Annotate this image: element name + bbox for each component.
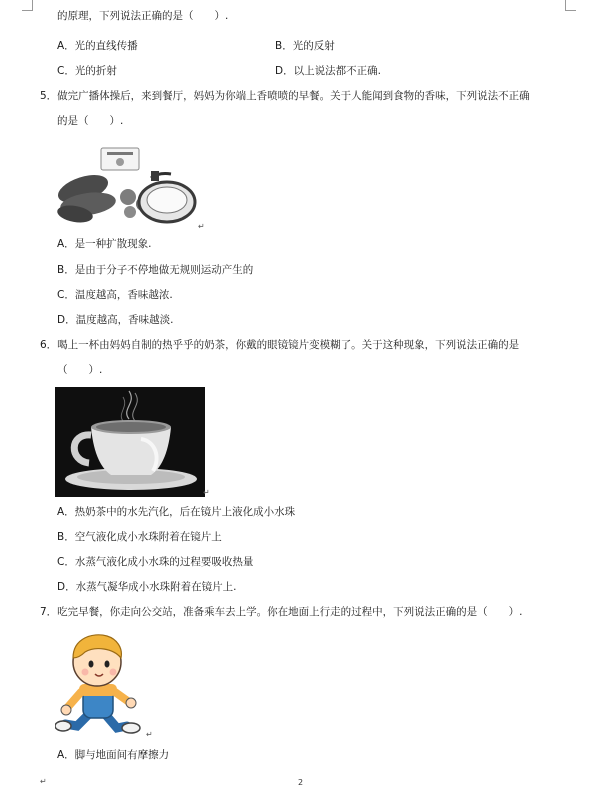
q6-stem-line-2: （ ）. bbox=[57, 364, 103, 376]
q6-stem-line-1: 6．喝上一杯由妈妈自制的热乎乎的奶茶，你戴的眼镜镜片变模糊了。关于这种现象，下列说法正确的是 bbox=[40, 339, 520, 351]
milk-tea-cup-image bbox=[55, 387, 205, 497]
paragraph-mark: ↵ bbox=[198, 222, 205, 231]
paragraph-mark: ↵ bbox=[40, 777, 47, 786]
q5-option-a: A．是一种扩散现象. bbox=[57, 238, 152, 250]
q5-option-b: B．是由于分子不停地做无规则运动产生的 bbox=[57, 264, 254, 276]
q4-option-c: C．光的折射 bbox=[57, 65, 117, 77]
page-number: 2 bbox=[298, 778, 304, 787]
q5-option-d: D．温度越高，香味越淡. bbox=[57, 314, 174, 326]
q7-option-a: A．脚与地面间有摩擦力 bbox=[57, 749, 170, 761]
crop-mark-top-right bbox=[565, 0, 576, 11]
breakfast-food-image bbox=[55, 144, 200, 229]
q7-stem-line-1: 7．吃完早餐，你走向公交站，准备乘车去上学。你在地面上行走的过程中，下列说法正确的是（ ）. bbox=[40, 606, 523, 618]
q4-option-a: A．光的直线传播 bbox=[57, 40, 138, 52]
q6-option-a: A．热奶茶中的水先汽化，后在镜片上液化成小水珠 bbox=[57, 506, 296, 518]
paragraph-mark: ↵ bbox=[203, 488, 210, 497]
q5-option-c: C．温度越高，香味越浓. bbox=[57, 289, 173, 301]
q5-stem-line-1: 5．做完广播体操后，来到餐厅，妈妈为你端上香喷喷的早餐。关于人能闻到食物的香味，下列说法不正确 bbox=[40, 90, 530, 102]
q6-option-b: B．空气液化成小水珠附着在镜片上 bbox=[57, 531, 222, 543]
q4-option-b: B．光的反射 bbox=[275, 40, 335, 52]
q4-stem-tail: 的原理，下列说法正确的是（ ）. bbox=[57, 10, 229, 22]
walking-boy-cartoon bbox=[55, 630, 150, 740]
q5-stem-line-2: 的是（ ）. bbox=[57, 115, 124, 127]
q6-option-c: C．水蒸气液化成小水珠的过程要吸收热量 bbox=[57, 556, 254, 568]
q6-option-d: D．水蒸气凝华成小水珠附着在镜片上. bbox=[57, 581, 237, 593]
paragraph-mark: ↵ bbox=[146, 730, 153, 739]
q4-option-d: D．以上说法都不正确. bbox=[275, 65, 381, 77]
crop-mark-top-left bbox=[22, 0, 33, 11]
